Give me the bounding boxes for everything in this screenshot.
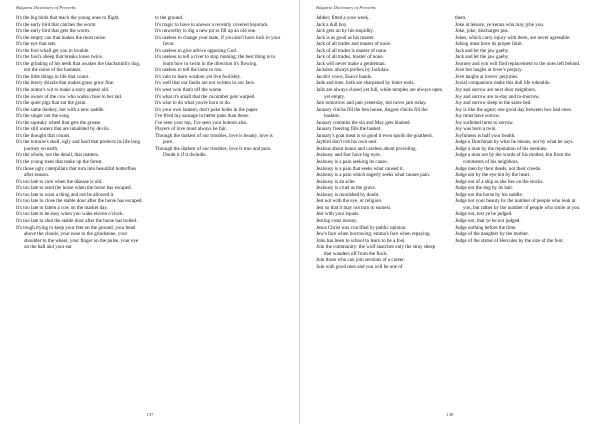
- proverb-entry: Judge nothing before the time.: [455, 224, 517, 231]
- proverb-entry: Jack gets on by his stupidity.: [316, 28, 374, 35]
- proverb-entry: It's the tortoise's shell, ugly and hard that protects its life long journey on earth.: [16, 139, 141, 152]
- column-left: [316, 15, 444, 270]
- proverb-entry: Jack of all trades, master of none.: [316, 54, 384, 61]
- proverb-entry: It's your own lantern; don't poke holes in the paper.: [155, 106, 259, 113]
- proverb-entry: Judge of the daughter by the mother.: [455, 231, 529, 238]
- proverb-entry: Through the darkest of our troubles, love is true and pure. Doubt it if it dwindle.: [155, 145, 272, 159]
- proverb-entry: Jealousy is a pain that seeks what caused it.: [316, 165, 404, 172]
- proverb-entry: January's goat meat is so good it even spoils the goatherd.: [316, 132, 433, 139]
- proverb-entry: them.: [455, 15, 467, 21]
- page-number: 137: [146, 412, 154, 417]
- proverb-entry: It's too late to want a thing and not be allowed it.: [16, 191, 115, 198]
- proverb-entry: It's the grinding of his teeth that awakes the blacksmith's dog, not the noise of the hammer.: [16, 60, 141, 74]
- proverb-entry: Jaybird don't rob his own nest.: [316, 139, 378, 146]
- proverb-entry: Jesting costs money.: [316, 217, 358, 224]
- proverb-entry: Judge not, lest ye be judged.: [455, 211, 513, 218]
- proverb-entry: Jails are always closed yet full, while temples are always open yet empty.: [316, 87, 442, 100]
- proverb-entry: Jack of all trades is master of none.: [316, 47, 388, 54]
- proverb-entry: Jove laughs at lovers' perjuries.: [455, 73, 519, 80]
- proverb-entry: Judge not your beauty by the number of people who look at you, but rather by the number of people who smile at you.: [455, 198, 581, 211]
- proverb-entry: Jealousy is a pain which eagerly seeks what causes pain.: [316, 172, 431, 179]
- proverb-entry: Jealous about honor and careless about providing.: [316, 145, 417, 152]
- proverb-entry: Jack a dull boy.: [316, 21, 348, 28]
- proverb-entry: Jack is as good as his master.: [316, 34, 375, 41]
- proverb-entry: Judge not the dog by its hair.: [455, 185, 514, 192]
- proverb-entry: Judge not by the eye but by the heart.: [455, 172, 531, 179]
- proverb-entry: It's the eye that sets.: [16, 41, 57, 48]
- proverb-entry: It's wise to do what you're born to do.: [155, 100, 231, 107]
- proverb-entry: Jokes, which carry injury with them, are never agreeable.: [455, 34, 571, 41]
- column-right: [455, 15, 583, 244]
- proverb-entry: January chicks fill the hen house, August chicks fill the baskets.: [316, 106, 428, 120]
- proverb-entry: Joy and sorrow are to-day and to-morrow.: [455, 93, 540, 100]
- proverb-entry: Joy must have sorrow.: [455, 113, 501, 120]
- proverb-entry: It's useless to give advice opposing God.: [155, 47, 238, 54]
- proverb-entry: Joke, joke, discharges pus.: [455, 28, 509, 35]
- proverb-entry: It's those ugly caterpillars that turn into beautiful butterflies after season.: [16, 165, 137, 179]
- proverb-entry: It's too late to be easy when you wake eleven o'clock.: [16, 211, 124, 218]
- proverb-entry: Jovial companions make this dull life tolerable.: [455, 80, 551, 87]
- proverb-entry: It's too late to cure when the disease is old.: [16, 178, 103, 185]
- proverb-entry: Jew's face when borrowing; emma's face when repaying.: [316, 231, 431, 238]
- proverb-entry: I've seen your top, I've seen your bottom also.: [155, 119, 248, 126]
- proverb-entry: January commits the sin and May gets blamed.: [316, 119, 411, 126]
- proverb-entry: It's useless to tell a river to stop running; the best thing is to learn how to swim in the direction it's flowing.: [155, 54, 276, 67]
- proverb-entry: Jealousy and fear have big eyes.: [316, 152, 382, 159]
- proverb-entry: John has been to school to learn to be a fool.: [316, 237, 406, 244]
- proverb-entry: It's the fool whall get you in trouble.: [16, 47, 90, 54]
- running-head: Bulgaria Dictionary of Proverbs: [16, 5, 76, 10]
- proverb-entry: Jack will never make a gentleman.: [316, 60, 386, 67]
- proverb-entry: It's too late to fatten a cow on the market day.: [16, 204, 108, 211]
- proverb-entry: Jealousy is a pain seeking its cause.: [316, 159, 388, 166]
- proverb-entry: It's useless to tell the lame to run.: [155, 67, 223, 74]
- proverb-entry: It's the quiet pigs that eat the grain.: [16, 100, 87, 107]
- proverb-entry: Joke at leisure, ye kenna wha may jybe you.: [455, 21, 545, 28]
- proverb-entry: Jacob's voice, Esau's hands.: [316, 73, 373, 80]
- proverb-entry: Jealousy is nourished by doubt.: [316, 191, 380, 198]
- proverb-entry: It's the merry drizzle that makes grass grow fine.: [16, 80, 115, 87]
- proverb-entry: It's vain to learn wisdom yet live foolishly.: [155, 73, 242, 80]
- proverb-entry: Jealousy is cruel as the grave.: [316, 185, 376, 192]
- proverb-entry: It's the empty can that makes the most noise.: [16, 34, 107, 41]
- page-number: 138: [446, 412, 454, 417]
- proverb-entry: Jam tomorrow and jam yesterday, but never jam today.: [316, 100, 427, 107]
- proverb-entry: It's the same donkey, but with a new saddle.: [16, 106, 105, 113]
- proverb-entry: It's the whole, not the detail, that matters.: [16, 152, 100, 159]
- proverb-entry: Joy and sorrow sleep in the same bed.: [455, 100, 532, 107]
- proverb-entry: Joy surfeited turns to sorrow.: [455, 119, 514, 126]
- proverb-entry: Judge a man by the reputation of his enemies.: [455, 145, 548, 152]
- proverb-entry: Jest with your equals.: [316, 211, 360, 218]
- proverb-entry: Players of love must always be fair.: [155, 126, 227, 133]
- proverb-entry: It's the still waters that are inhabited by devils.: [16, 126, 110, 133]
- proverb-entry: Joy is like the agate; one good day between two bad ones.: [455, 106, 572, 113]
- proverb-entry: It's the thought that counts.: [16, 132, 71, 139]
- proverb-entry: It's well that our faults are not written in our face.: [155, 80, 255, 87]
- proverb-entry: It's what it's small that the cucumber gets warped.: [155, 93, 256, 100]
- running-head: Bulgaria Dictionary of Proverbs: [316, 5, 376, 10]
- proverb-entry: It's the squeaky wheel that gets the grease.: [16, 119, 102, 126]
- proverb-entry: Judge a Dutchman by what he means, not by what he says.: [455, 139, 574, 146]
- proverb-entry: It's the little things in life that count.: [16, 73, 90, 80]
- proverb-entry: It's the big birds that teach the young ones to flight.: [16, 15, 120, 21]
- proverb-entry: It's the orator's wit to make a story appear old.: [16, 87, 110, 94]
- right-page: [300, 0, 600, 424]
- proverb-entry: Judge a man not by the words of his mother, but from the comments of his neighbors.: [455, 152, 571, 166]
- proverb-entry: Jest so that it may not turn to earnest.: [316, 204, 392, 211]
- proverb-entry: It's too late to shut the stable door after the horse has bolted.: [16, 217, 138, 224]
- proverb-entry: Jealousy is an ache.: [316, 178, 356, 185]
- proverb-entry: to the ground.: [155, 15, 184, 21]
- proverb-entry: Judge of the statue of Hercules by the size of the foot.: [455, 237, 564, 244]
- proverb-entry: January freezing fills the basket.: [316, 126, 382, 133]
- proverb-entry: Join the community: the wolf snatches only the stray sheep that wanders off from the flock.: [316, 244, 436, 257]
- entry-columns: [316, 15, 590, 406]
- proverb-entry: Jove but laughs at lover's perjury.: [455, 67, 523, 74]
- proverb-entry: Judge not the horse by his saddle.: [455, 191, 523, 198]
- proverb-entry: Judge not, that ye be not judged.: [455, 217, 521, 224]
- proverb-entry: Journey and you will find replacement to the ones left behind.: [455, 60, 581, 67]
- proverb-entry: Jade and men, both are sharpened by bitter tools.: [316, 80, 415, 87]
- proverb-entry: Join with good men and you will be one of: [316, 263, 403, 270]
- proverb-entry: It's the owner of the cow who walks close to her tail.: [16, 93, 123, 100]
- proverb-entry: Jesus Christ was crucified by public opinion.: [316, 224, 407, 231]
- proverb-entry: It's the fool's sheep that breaks loose twice.: [16, 54, 104, 61]
- proverb-entry: Join those who can join sections of a career.: [316, 257, 405, 264]
- proverb-entry: It's too late to send the horse when the horse has escaped.: [16, 185, 132, 192]
- proverb-entry: Judge men by their deeds, not their creeds.: [455, 165, 542, 172]
- proverb-entry: It's tragic to have to answer a recently covered haystack.: [155, 21, 269, 28]
- proverb-entry: Joyfulness is half your health.: [455, 132, 516, 139]
- proverb-entry: I've fried my sausage in better pans than these.: [155, 113, 250, 120]
- proverb-entry: Jabber, fitted a your week.: [316, 15, 370, 21]
- proverb-entry: It's the young trees that make up the forest.: [16, 159, 103, 166]
- proverb-entry: Joking must have its proper limit.: [455, 41, 523, 48]
- proverb-entry: Jack and let the jaw gaeby.: [455, 54, 510, 61]
- proverb-entry: It's useless to change your state, if you don't have luck in your favor.: [155, 34, 281, 48]
- proverb-entry: Joy was born a twin.: [455, 126, 497, 133]
- proverb-entry: Through the darkest of our troubles, love is beauty, love is pure.: [155, 132, 273, 146]
- column-right: [155, 15, 283, 159]
- proverb-entry: It's the singer not the song.: [16, 113, 71, 120]
- entry-columns: [16, 15, 289, 406]
- column-left: [16, 15, 144, 251]
- proverb-entry: It's the early bird that gets the worm.: [16, 28, 91, 35]
- proverb-entry: Jack and let the jaw gaeby.: [455, 47, 510, 54]
- proverb-entry: It's the early bird that catches the worm: [16, 21, 96, 28]
- proverb-entry: Joy and sorrow are next door neighbors.: [455, 87, 537, 94]
- proverb-entry: Jest not with the eye, or religion.: [316, 198, 383, 205]
- proverb-entry: It's unworthy to dig a new pit to fill up an old one.: [155, 28, 257, 35]
- proverb-entry: Jackdaw always prefers by Jackdaw.: [316, 67, 390, 74]
- proverb-entry: It's tough trying to keep your feet on the ground, your head above the clouds, your nose to the grindstone, your shoulder to the wheel, your finger on the pulse, your eye on the ball and your ear: [16, 224, 139, 251]
- proverb-entry: Jack of all trades and master of none.: [316, 41, 392, 48]
- proverb-entry: Judge not of a ship as she lies on the stocks.: [455, 178, 544, 185]
- proverb-entry: It's west won that's off the warne.: [155, 87, 223, 94]
- proverb-entry: It's too late to close the stable door after the horse has escaped.: [16, 198, 143, 205]
